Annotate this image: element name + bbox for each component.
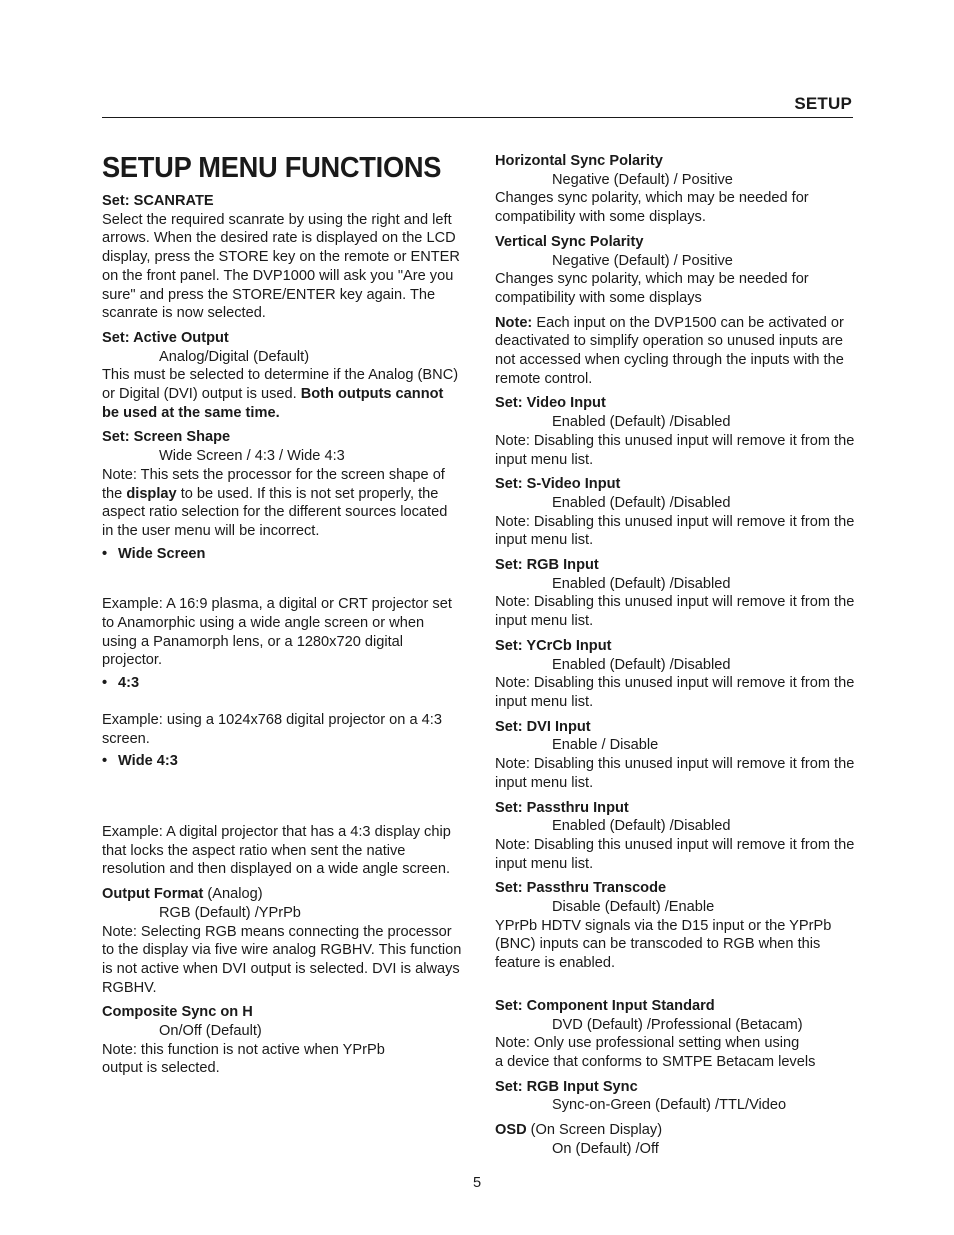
bold-warning: Both outputs cannot be used at the same time. <box>102 386 444 421</box>
section-options: Enabled (Default) /Disabled <box>552 414 731 431</box>
section-title: Set: DVI Input <box>495 718 591 735</box>
section-body: This must be selected to determine if the Analog (BNC) or Digital (DVI) output is used. Both outputs cannot be used at the same time. <box>102 367 459 421</box>
section-body: Note: This sets the processor for the screen shape of the display to be used. If this is not set properly, the aspect ratio selection for the different sources located in the user menu will be incorrect. <box>102 466 448 539</box>
section-body-line: output is selected. <box>102 1060 220 1077</box>
section-options: Sync-on-Green (Default) /TTL/Video <box>552 1097 787 1114</box>
section-body: Changes sync polarity, which may be needed for compatibility with some displays. <box>495 190 809 226</box>
section-component-standard <box>495 997 855 1072</box>
section-body: Note: Selecting RGB means connecting the processor to the display via five wire analog RGBHV. This function is not active when DVI output is selected. DVI is always RGBHV. <box>102 923 462 996</box>
example-text: Example: A 16:9 plasma, a digital or CRT projector set to Anamorphic using a wide angle screen or when using a Panamorph lens, or a 1280x720 digital projector. <box>102 596 452 669</box>
section-title: Set: Screen Shape <box>102 429 231 446</box>
section-title: Set: YCrCb Input <box>495 637 612 654</box>
section-options: DVD (Default) /Professional (Betacam) <box>552 1016 803 1033</box>
section-title: Set: Active Output <box>102 329 229 346</box>
section-title: Set: RGB Input Sync <box>495 1078 638 1095</box>
section-osd <box>495 1121 855 1158</box>
example-text: Example: using a 1024x768 digital projector on a 4:3 screen. <box>102 711 442 747</box>
section-title: Horizontal Sync Polarity <box>495 153 663 169</box>
section-title: Set: Video Input <box>495 395 606 412</box>
section-rgb-input <box>495 556 855 631</box>
section-title: Set: RGB Input <box>495 557 599 574</box>
section-title: Vertical Sync Polarity <box>495 233 644 250</box>
page-number: 5 <box>472 1175 482 1191</box>
section-body: Note: Each input on the DVP1500 can be activated or deactivated to simplify operation so unused inputs are not accessed when cycling through the inputs with the remote control. <box>495 314 844 387</box>
section-composite-sync <box>102 1003 462 1078</box>
bullet-wide-4-3: • Wide 4:3 <box>102 752 462 771</box>
section-body: Note: Disabling this unused input will remove it from the input menu list. <box>495 675 855 710</box>
section-vsync <box>495 233 855 308</box>
section-body: YPrPb HDTV signals via the D15 input or the YPrPb (BNC) inputs can be transcoded to RGB when this feature is enabled. <box>495 917 832 972</box>
section-hsync <box>495 152 855 227</box>
section-options: Negative (Default) / Positive <box>552 252 733 269</box>
page-title: SETUP MENU FUNCTIONS <box>102 152 442 184</box>
section-title: OSD (On Screen Display) <box>495 1122 663 1139</box>
section-title: Output Format (Analog) <box>102 886 263 903</box>
right-column <box>495 152 855 1164</box>
section-scanrate <box>102 192 462 323</box>
section-options: Enable / Disable <box>552 737 659 754</box>
section-video-input <box>495 394 855 469</box>
bullet-wide-screen: • Wide Screen <box>102 545 462 564</box>
section-body-line: Note: this function is not active when YPrPb <box>102 1041 385 1058</box>
section-output-format <box>102 885 462 997</box>
example-text: Example: A digital projector that has a 4:3 display chip that locks the aspect ratio when sent the native resolution and then displayed on a wide angle screen. <box>102 823 451 878</box>
header-rule <box>102 117 853 118</box>
section-title: Set: S-Video Input <box>495 476 621 493</box>
section-body-line: Note: Only use professional setting when using <box>495 1035 800 1052</box>
section-body: Changes sync polarity, which may be needed for compatibility with some displays <box>495 271 809 306</box>
section-options: Wide Screen / 4:3 / Wide 4:3 <box>159 448 345 465</box>
section-title: Set: Passthru Input <box>495 799 629 816</box>
section-title: Set: Component Input Standard <box>495 997 715 1014</box>
section-title: Set: SCANRATE <box>102 193 214 209</box>
section-options: Enabled (Default) /Disabled <box>552 656 731 673</box>
section-ycrcb-input <box>495 637 855 712</box>
bullet-4-3: • 4:3 <box>102 674 462 693</box>
section-svideo-input <box>495 475 855 550</box>
section-body: Note: Disabling this unused input will remove it from the input menu list. <box>495 432 855 468</box>
section-dvi-input <box>495 718 855 793</box>
input-note <box>495 314 855 389</box>
section-active-output <box>102 329 462 423</box>
section-options: On/Off (Default) <box>159 1023 262 1040</box>
section-passthru-input <box>495 799 855 874</box>
section-options: On (Default) /Off <box>552 1140 659 1157</box>
left-column <box>102 152 462 1084</box>
section-body-line: a device that conforms to SMTPE Betacam levels <box>495 1053 816 1070</box>
section-body: Select the required scanrate by using the right and left arrows. When the desired rate is displayed on the LCD display, press the STORE key on the remote or ENTER on the front panel. The DVP1000 will ask you "Are you sure" and press the STORE/ENTER key again. The scanrate is now selected. <box>102 211 460 322</box>
section-title: Composite Sync on H <box>102 1004 253 1021</box>
section-screen-shape <box>102 428 462 879</box>
section-options: Negative (Default) / Positive <box>552 171 733 188</box>
section-options: Enabled (Default) /Disabled <box>552 575 731 592</box>
section-options: RGB (Default) /YPrPb <box>159 904 301 921</box>
section-header: SETUP <box>794 94 852 113</box>
section-rgb-sync <box>495 1078 855 1115</box>
section-title: Set: Passthru Transcode <box>495 880 667 897</box>
section-passthru-transcode <box>495 879 855 973</box>
section-body: Note: Disabling this unused input will remove it from the input menu list. <box>495 513 855 549</box>
section-body: Note: Disabling this unused input will remove it from the input menu list. <box>495 836 855 872</box>
section-options: Enabled (Default) /Disabled <box>552 494 731 511</box>
section-options: Disable (Default) /Enable <box>552 899 715 916</box>
section-body: Note: Disabling this unused input will remove it from the input menu list. <box>495 756 855 791</box>
section-options: Analog/Digital (Default) <box>159 348 310 365</box>
section-body: Note: Disabling this unused input will remove it from the input menu list. <box>495 594 855 630</box>
section-options: Enabled (Default) /Disabled <box>552 818 731 835</box>
